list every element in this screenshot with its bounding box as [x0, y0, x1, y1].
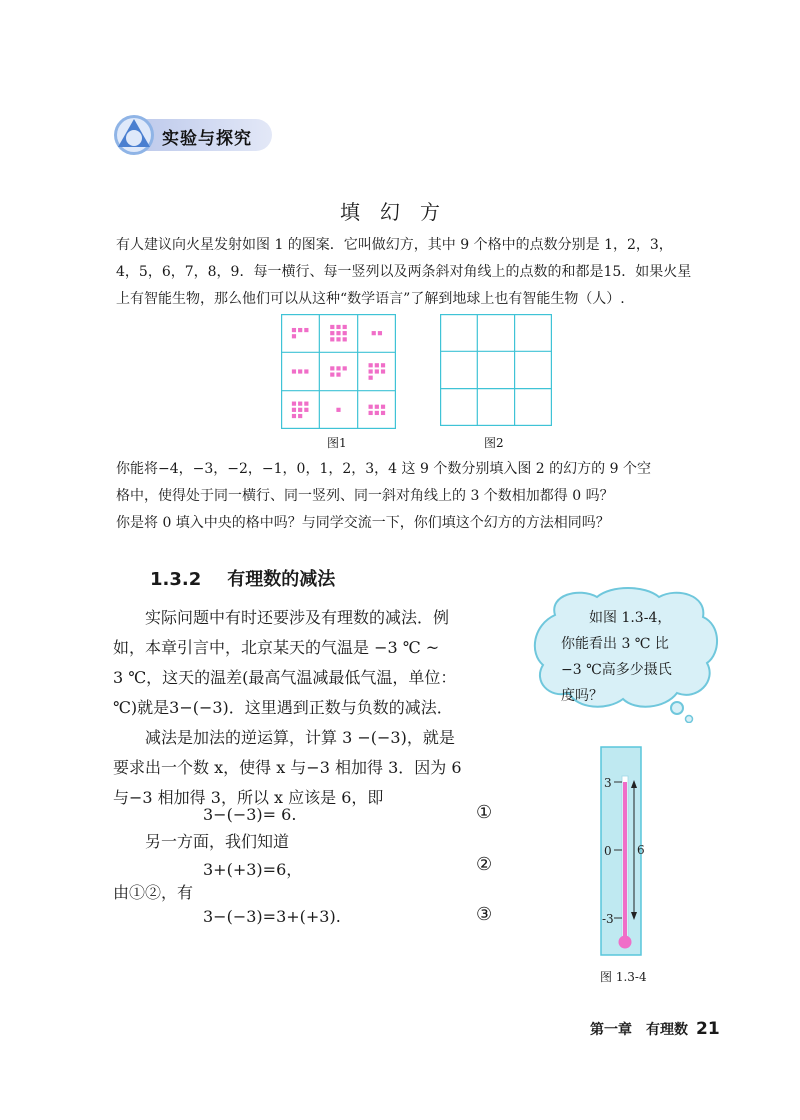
- section-title: 填幻方: [340, 200, 460, 224]
- subsection-number: 1.3.2: [150, 569, 202, 590]
- label-0: 0: [604, 844, 612, 858]
- cloud-line-1: 如图 1.3-4，: [589, 610, 672, 626]
- magic-square-dot: [292, 334, 296, 338]
- magic-square-dot: [336, 337, 340, 341]
- magic-square-dot: [369, 363, 373, 367]
- equation-3-marker: ③: [476, 904, 493, 925]
- body-line-3: 3 ℃，这天的温差(最高气温减最低气温，单位：: [113, 668, 457, 687]
- magic-square-dot: [330, 366, 334, 370]
- question-line-3: 你是将 0 填入中央的格中吗？与同学交流一下，你们填这个幻方的方法相同吗？: [116, 515, 610, 531]
- body-line-7: 与−3 相加得 3，所以 x 应该是 6，即: [113, 788, 384, 807]
- magic-square-dot: [292, 402, 296, 406]
- thought-cloud: [527, 585, 723, 723]
- equation-2-marker: ②: [476, 854, 493, 875]
- magic-square-dot: [336, 373, 340, 377]
- magic-square-dot: [369, 369, 373, 373]
- figure-2-caption: 图2: [484, 436, 504, 450]
- subsection-title: 有理数的减法: [227, 569, 336, 590]
- cloud-line-4: 度吗？: [561, 688, 603, 704]
- thermometer-figure: [600, 746, 666, 956]
- magic-square-dot: [343, 325, 347, 329]
- label-minus-3: -3: [602, 912, 614, 926]
- magic-square-dot: [330, 373, 334, 377]
- magic-square-dot: [298, 414, 302, 418]
- magic-square-dot: [304, 408, 308, 412]
- magic-square-dot: [298, 369, 302, 373]
- magic-square-dot: [292, 328, 296, 332]
- body-line-from: 由①②，有: [113, 883, 194, 902]
- magic-square-dot: [292, 369, 296, 373]
- magic-square-dot: [369, 376, 373, 380]
- magic-square-dot: [369, 411, 373, 415]
- magic-square-dot: [298, 328, 302, 332]
- intro-line-3: 上有智能生物，那么他们可以从这种“数学语言”了解到地球上也有智能生物（人）.: [116, 291, 625, 307]
- magic-square-dot: [343, 366, 347, 370]
- intro-line-2: 4，5，6，7，8，9．每一横行、每一竖列以及两条斜对角线上的点数的和都是15．如果火星: [116, 264, 692, 280]
- magic-square-dot: [336, 408, 340, 412]
- magic-square-dot: [375, 369, 379, 373]
- question-line-1: 你能将−4，−3，−2，−1，0，1，2，3，4 这 9 个数分别填入图 2 的幻方的 9 个空: [116, 461, 651, 477]
- page-number: 21: [696, 1019, 720, 1039]
- banner-label: 实验与探究: [162, 129, 252, 149]
- mercury-column: [623, 782, 627, 938]
- magic-square-dot: [298, 408, 302, 412]
- cloud-text: [561, 605, 672, 709]
- magic-square-dot: [375, 363, 379, 367]
- magic-square-dot: [336, 325, 340, 329]
- magic-square-dot: [304, 369, 308, 373]
- magic-square-dot: [372, 331, 376, 335]
- magic-square-dot: [292, 408, 296, 412]
- equation-2: 3+(+3)=6，: [203, 860, 303, 879]
- intro-line-1: 有人建议向火星发射如图 1 的图案．它叫做幻方，其中 9 个格中的点数分别是 1，2，3，: [116, 237, 673, 253]
- body-line-6: 要求出一个数 x，使得 x 与−3 相加得 3．因为 6: [113, 758, 462, 777]
- body-line-2: 如，本章引言中，北京某天的气温是 −3 ℃ ~: [113, 638, 440, 657]
- magic-square-dot: [381, 405, 385, 409]
- chapter-label: 第一章 有理数: [590, 1022, 688, 1038]
- magic-square-dot: [304, 328, 308, 332]
- cloud-line-2: 你能看出 3 ℃ 比: [561, 636, 669, 652]
- subsection-heading: [150, 565, 335, 591]
- body-line-4: ℃)就是3−(−3)．这里遇到正数与负数的减法．: [113, 698, 453, 717]
- magic-square-dot: [343, 331, 347, 335]
- magic-square-dot: [381, 363, 385, 367]
- magic-square-dot: [343, 337, 347, 341]
- magic-square-dot: [298, 402, 302, 406]
- label-6: 6: [637, 843, 645, 857]
- cloud-line-3: −3 ℃高多少摄氏: [561, 662, 672, 678]
- magic-square-dot: [330, 325, 334, 329]
- magic-square-dot: [330, 337, 334, 341]
- triangle-circle-icon: [112, 113, 156, 157]
- equation-1: 3−(−3)= 6.: [203, 805, 297, 824]
- magic-square-dot: [330, 331, 334, 335]
- magic-square-dot: [304, 402, 308, 406]
- label-3: 3: [604, 776, 612, 790]
- question-line-2: 格中，使得处于同一横行、同一竖列、同一斜对角线上的 3 个数相加都得 0 吗？: [116, 488, 614, 504]
- magic-square-dots-figure: [281, 314, 396, 429]
- magic-square-dot: [378, 331, 382, 335]
- magic-square-dot: [336, 331, 340, 335]
- magic-square-dot: [381, 369, 385, 373]
- magic-square-dot: [375, 405, 379, 409]
- mercury-bulb: [619, 936, 632, 949]
- magic-square-dot: [375, 411, 379, 415]
- magic-square-dot: [336, 366, 340, 370]
- body-line-other: 另一方面，我们知道: [145, 832, 290, 851]
- equation-1-marker: ①: [476, 802, 493, 823]
- magic-square-dot: [381, 411, 385, 415]
- page-footer: [590, 1019, 720, 1039]
- figure-1-caption: 图1: [327, 436, 347, 450]
- magic-square-dot: [292, 414, 296, 418]
- magic-square-dot: [369, 405, 373, 409]
- body-line-1: 实际问题中有时还要涉及有理数的减法．例: [145, 608, 450, 627]
- experiment-banner: [112, 113, 272, 157]
- body-line-5: 减法是加法的逆运算，计算 3 −(−3)，就是: [145, 728, 455, 747]
- equation-3: 3−(−3)=3+(+3).: [203, 907, 341, 926]
- empty-magic-square-figure: [440, 314, 552, 426]
- thermometer-caption: 图 1.3-4: [600, 970, 647, 984]
